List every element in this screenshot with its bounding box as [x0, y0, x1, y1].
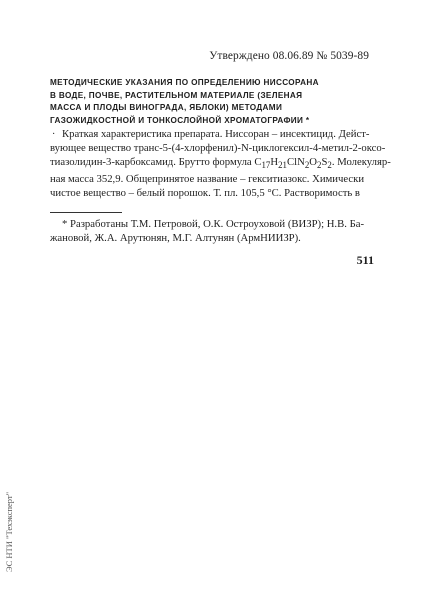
approval-line: Утверждено 08.06.89 № 5039-89 — [209, 50, 369, 62]
formula-subscript: 2 — [317, 159, 322, 170]
body-paragraph — [50, 128, 391, 201]
body-line: вующее вещество транс-5-(4-хлорфенил)-N-циклогексил-4-метил-2-оксо- — [50, 141, 386, 154]
body-line: ная масса 352,9. Общепринятое название – гекситиазокс. Химически — [50, 172, 365, 185]
title-line: МАССА И ПЛОДЫ ВИНОГРАДА, ЯБЛОКИ) МЕТОДАМИ — [50, 103, 283, 113]
formula-subscript: 2 — [327, 159, 332, 170]
bullet-mark: · — [52, 129, 56, 140]
footnote-divider — [50, 212, 122, 213]
title-line: В ВОДЕ, ПОЧВЕ, РАСТИТЕЛЬНОМ МАТЕРИАЛЕ (ЗЕЛЕНАЯ — [50, 90, 303, 100]
formula-text: H — [270, 155, 279, 168]
formula-text: . Молекуляр- — [331, 155, 391, 168]
footnote-line: жановой, Ж.А. Арутюнян, М.Г. Алтунян (АрмНИИЗР). — [50, 232, 301, 244]
body-line: Краткая характеристика препарата. Ниссоран – инсектицид. Дейст- — [62, 128, 370, 140]
formula-text: O — [309, 155, 317, 168]
formula-subscript: 2 — [304, 159, 310, 170]
title-line: ГАЗОЖИДКОСТНОЙ И ТОНКОСЛОЙНОЙ ХРОМАТОГРАФИИ * — [50, 115, 310, 125]
document-title — [50, 77, 350, 127]
page-number: 511 — [356, 253, 374, 267]
formula-text: ClN — [287, 155, 305, 168]
formula-subscript: 17 — [261, 159, 271, 170]
footnote — [50, 217, 374, 245]
publisher-stamp: ЭС НТИ "Техэксперт" — [4, 492, 14, 573]
title-line: МЕТОДИЧЕСКИЕ УКАЗАНИЯ ПО ОПРЕДЕЛЕНИЮ НИССОРАНА — [50, 78, 319, 87]
footnote-line: * Разработаны Т.М. Петровой, О.К. Остроуховой (ВИЗР); Н.В. Ба- — [62, 218, 365, 230]
formula-text: S — [321, 155, 328, 168]
formula-subscript: 21 — [278, 159, 287, 170]
body-line: чистое вещество – белый порошок. Т. пл. 105,5 °C. Растворимость в — [50, 186, 360, 199]
body-line-formula — [50, 155, 391, 173]
formula-text: тиазолидин-3-карбоксамид. Брутто формула C — [50, 155, 262, 168]
